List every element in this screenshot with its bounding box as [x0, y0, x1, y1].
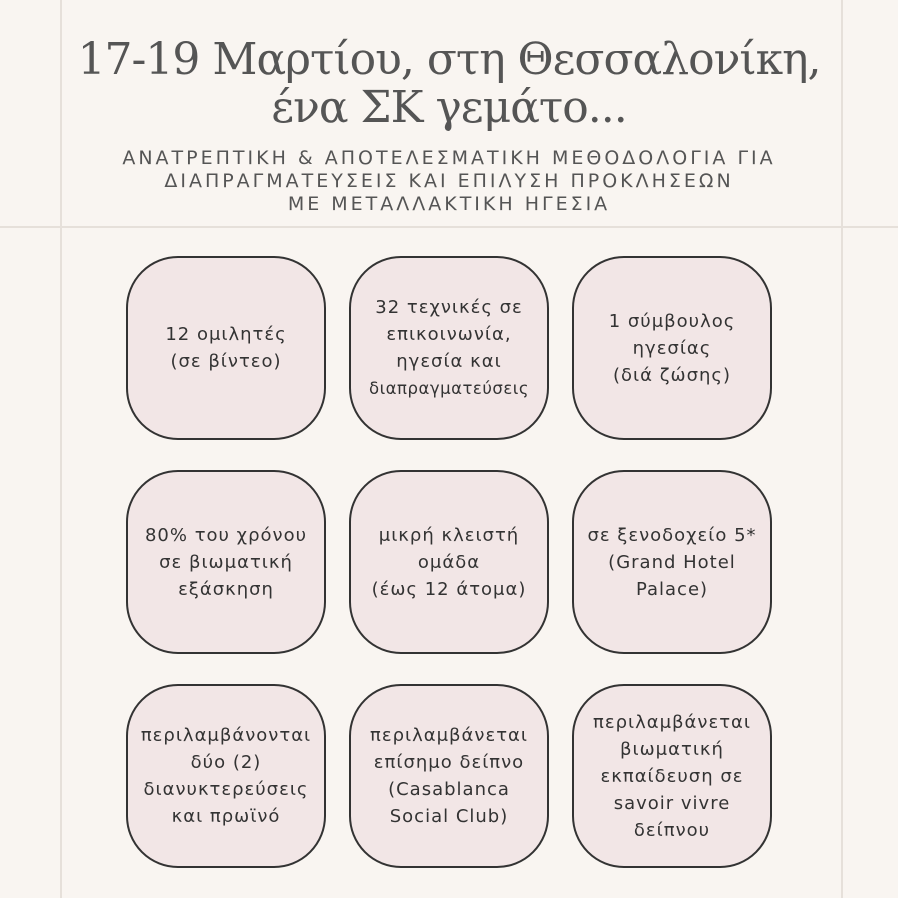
feature-card-savoir-vivre [572, 684, 772, 868]
card-text-line: και πρωϊνό [171, 806, 281, 827]
card-text-line: περιλαμβάνεται [593, 711, 751, 733]
card-text-line: εκπαίδευση σε [600, 765, 744, 787]
subtitle-line: ΑΝΑΤΡΕΠΤΙΚΗ & ΑΠΟΤΕΛΕΣΜΑΤΙΚΗ ΜΕΘΟΔΟΛΟΓΙΑ ΓΙΑ [122, 147, 776, 169]
title-line: ένα ΣΚ γεμάτο... [271, 82, 627, 133]
feature-card-dinner [349, 684, 549, 868]
card-text-line: ομάδα [417, 551, 481, 573]
card-text-line: 1 σύμβουλος [608, 310, 736, 332]
card-text-line: εξάσκηση [178, 578, 274, 600]
card-text-line: διαπραγματεύσεις [368, 379, 530, 398]
card-text-line: (διά ζώσης) [613, 364, 731, 386]
card-text-line: επικοινωνία, [386, 324, 512, 345]
card-text-line: βιωματική [620, 738, 724, 760]
card-text-line: δείπνου [633, 819, 711, 841]
card-text-line: διανυκτερεύσεις [143, 779, 309, 800]
card-text-line: 32 τεχνικές σε [375, 297, 523, 318]
guide-line-horizontal [0, 226, 898, 228]
feature-card-overnights [126, 684, 326, 868]
feature-card-hotel [572, 470, 772, 654]
card-text-line: σε ξενοδοχείο 5* [587, 524, 757, 546]
card-text-line: επίσημο δείπνο [373, 752, 525, 773]
card-text-line: Social Club) [389, 806, 509, 827]
feature-card-speakers [126, 256, 326, 440]
card-text-line: δύο (2) [190, 752, 262, 773]
card-text-line: savoir vivre [613, 792, 731, 814]
feature-card-group [349, 470, 549, 654]
subtitle-line: ΔΙΑΠΡΑΓΜΑΤΕΥΣΕΙΣ ΚΑΙ ΕΠΙΛΥΣΗ ΠΡΟΚΛΗΣΕΩΝ [164, 170, 734, 192]
feature-card-practice [126, 470, 326, 654]
card-text-line: ηγεσία και [396, 351, 502, 372]
title-line: 17-19 Μαρτίου, στη Θεσσαλονίκη, [77, 34, 821, 85]
card-text-line: μικρή κλειστή [378, 524, 520, 546]
subtitle-line: ΜΕ ΜΕΤΑΛΛΑΚΤΙΚΗ ΗΓΕΣΙΑ [287, 193, 611, 215]
guide-line-left [60, 0, 62, 898]
card-text-line: ηγεσίας [632, 337, 712, 359]
feature-card-techniques [349, 256, 549, 440]
page-title [40, 36, 858, 132]
card-text-line: (Grand Hotel [608, 551, 736, 573]
card-text-line: (Casablanca [388, 779, 510, 800]
page-subtitle [30, 147, 868, 216]
guide-line-right [841, 0, 843, 898]
card-text-line: (έως 12 άτομα) [371, 578, 527, 600]
card-text-line: 12 ομιλητές [165, 324, 287, 345]
card-text-line: περιλαμβάνονται [140, 725, 312, 746]
card-text-line: (σε βίντεο) [170, 351, 282, 372]
card-text-line: σε βιωματική [159, 551, 293, 573]
card-text-line: περιλαμβάνεται [370, 725, 528, 746]
card-text-line: Palace) [635, 578, 709, 600]
feature-card-advisor [572, 256, 772, 440]
card-text-line: 80% του χρόνου [144, 524, 308, 546]
